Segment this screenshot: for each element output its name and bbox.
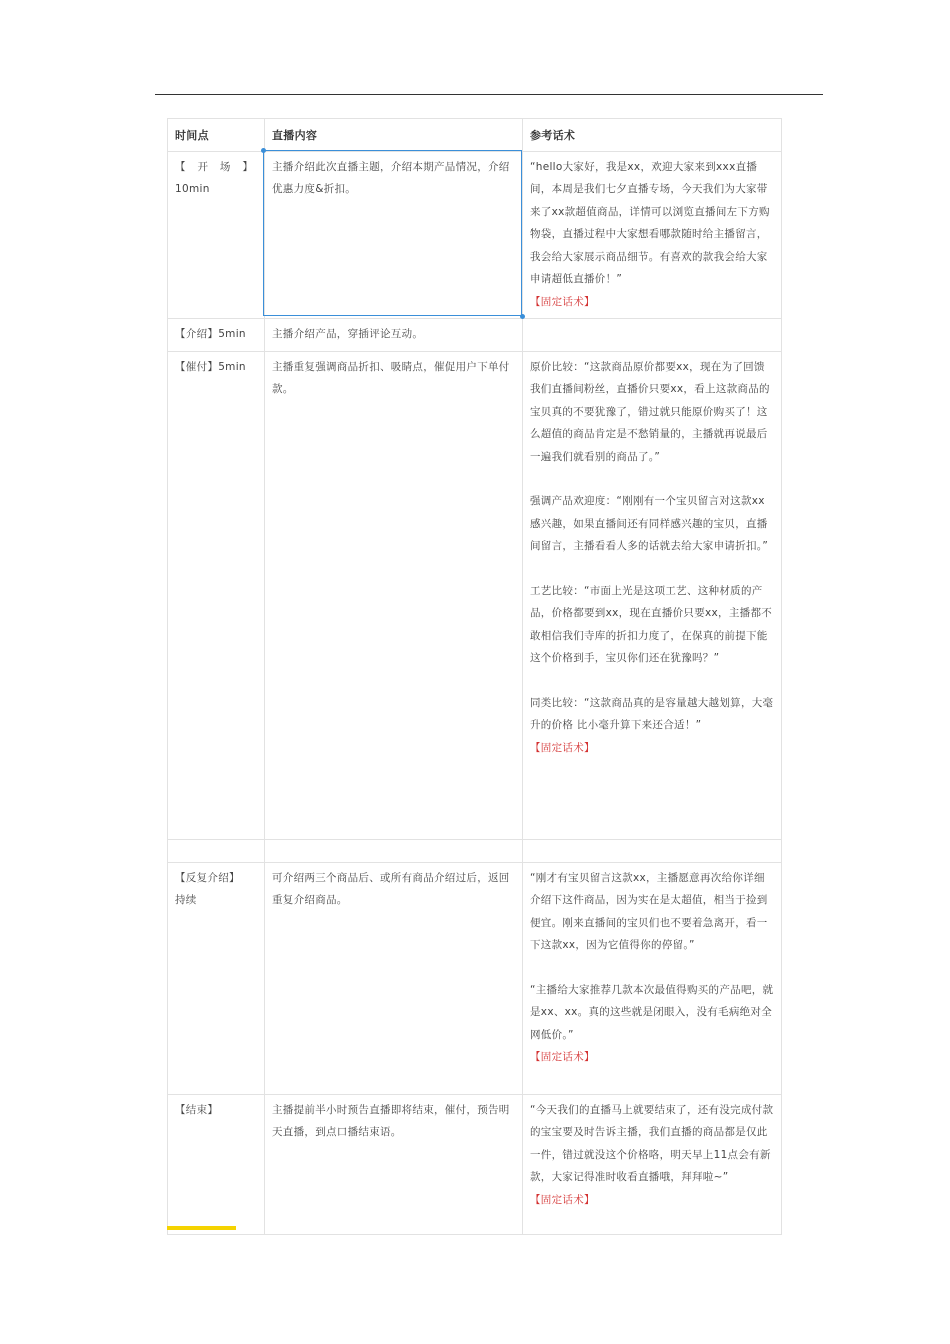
content-cell: 主播提前半小时预告直播即将结束，催付，预告明天直播，到点口播结束语。 <box>265 1094 523 1234</box>
accent-bar <box>167 1226 236 1230</box>
script-text: “刚才有宝贝留言这款xx，主播愿意再次给你详细介绍下这件商品，因为实在是太超值，相当于捡到便宜。刚来直播间的宝贝们也不要着急离开，看一下这款xx，因为它值得你的停留。” <box>530 871 768 951</box>
table-header-row <box>168 119 782 152</box>
header-script: 参考话术 <box>523 119 782 152</box>
script-cell <box>523 1094 782 1234</box>
selection-handle-top-left[interactable] <box>261 148 266 153</box>
script-text: 工艺比较：“市面上光是这项工艺、这种材质的产品，价格都要到xx，现在直播价只要xx，主播都不敢相信我们寺库的折扣力度了，在保真的前提下能这个价格到手，宝贝你们还在犹豫吗？” <box>530 584 773 664</box>
content-cell: 主播重复强调商品折扣、吸睛点，催促用户下单付款。 <box>265 351 523 839</box>
time-cell: 【介绍】5min <box>168 319 265 352</box>
table-row <box>168 319 782 352</box>
selection-handle-bottom-right[interactable] <box>520 314 525 319</box>
top-rule <box>155 94 823 95</box>
time-cell <box>168 151 265 319</box>
time-cell <box>168 862 265 1094</box>
script-cell <box>523 151 782 319</box>
script-text: 强调产品欢迎度：“刚刚有一个宝贝留言对这款xx感兴趣，如果直播间还有同样感兴趣的宝贝，直播间留言，主播看看人多的话就去给大家申请折扣。” <box>530 495 769 552</box>
content-cell[interactable]: 主播介绍此次直播主题，介绍本期产品情况，介绍优惠力度&折扣。 <box>265 151 523 319</box>
script-text: 原价比较：“这款商品原价都要xx，现在为了回馈我们直播间粉丝，直播价只要xx，看上这款商品的宝贝真的不要犹豫了，错过就只能原价购买了！这么超值的商品肯定是不愁销量的，主播就再说最后一遍我们就看别的商品了。” <box>530 360 770 463</box>
time-label: 【 开 场 】 <box>175 160 254 173</box>
script-cell <box>523 351 782 839</box>
script-cell <box>523 319 782 352</box>
fixed-script-tag: 【固定话术】 <box>530 295 595 308</box>
table-row <box>168 351 782 839</box>
fixed-script-tag: 【固定话术】 <box>530 1051 595 1063</box>
script-text: “hello大家好，我是xx，欢迎大家来到xxx直播间，本周是我们七夕直播专场，今天我们为大家带来了xx款超值商品，详情可以浏览直播间左下方购物袋，直播过程中大家想看哪款随时给主播留言，我会给大家展示商品细节。有喜欢的款我会给大家申请超低直播价！” <box>530 160 770 285</box>
time-label: 【反复介绍】 <box>175 871 240 884</box>
script-text: 同类比较：“这款商品真的是容量越大越划算，大毫升的价格 比小毫升算下来还合适！” <box>530 696 774 731</box>
table-gap-row <box>168 839 782 862</box>
table-row <box>168 1094 782 1234</box>
table-row <box>168 862 782 1094</box>
header-content: 直播内容 <box>265 119 523 152</box>
time-duration: 10min <box>175 183 210 195</box>
script-cell <box>523 862 782 1094</box>
header-time: 时间点 <box>168 119 265 152</box>
fixed-script-tag: 【固定话术】 <box>530 1193 595 1206</box>
fixed-script-tag: 【固定话术】 <box>530 741 595 754</box>
time-duration: 持续 <box>175 894 197 906</box>
script-text: “今天我们的直播马上就要结束了，还有没完成付款的宝宝要及时告诉主播，我们直播的商品都是仅此一件，错过就没这个价格咯，明天早上11点会有新款，大家记得准时收看直播哦，拜拜啦~” <box>530 1103 774 1183</box>
livestream-script-table <box>167 118 782 1235</box>
time-cell: 【结束】 <box>168 1094 265 1234</box>
table-row <box>168 151 782 319</box>
content-cell: 主播介绍产品，穿插评论互动。 <box>265 319 523 352</box>
content-cell: 可介绍两三个商品后、或所有商品介绍过后，返回重复介绍商品。 <box>265 862 523 1094</box>
time-cell: 【催付】5min <box>168 351 265 839</box>
script-text: “主播给大家推荐几款本次最值得购买的产品吧，就是xx、xx。真的这些就是闭眼入，没有毛病绝对全网低价。” <box>530 983 774 1041</box>
